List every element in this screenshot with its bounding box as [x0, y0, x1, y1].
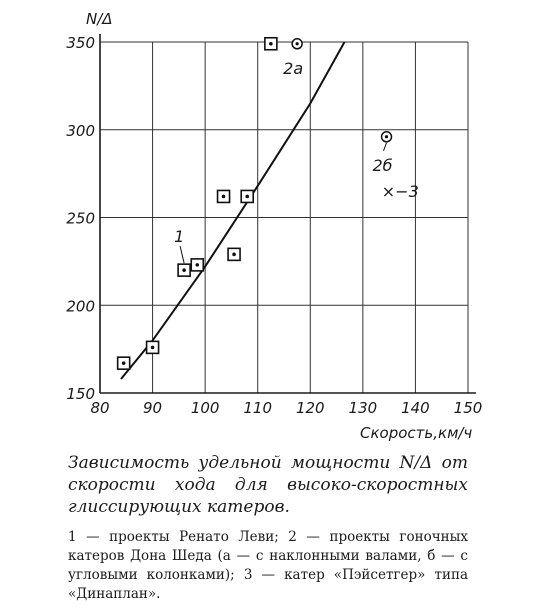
x-tick-label: 80: [90, 399, 110, 417]
point-label: 1: [174, 227, 185, 247]
data-point-dot: [385, 135, 388, 138]
x-tick-label: 100: [190, 399, 220, 417]
point-label-leader: [384, 143, 387, 151]
y-tick-label: 150: [66, 385, 95, 403]
x-axis-label: Скорость,км/ч: [360, 424, 473, 442]
x-tick-label: 150: [453, 399, 483, 417]
data-point-dot: [122, 361, 126, 365]
data-point-dot: [245, 195, 249, 199]
grid: [100, 42, 468, 393]
data-point-dot: [222, 195, 226, 199]
trend-curve: [121, 42, 345, 379]
figure-legend: 1 — проекты Ренато Леви; 2 — проекты гоночных катеров Дона Шеда (а — с наклонными валами, б — с угловыми колонками); 3 — катер «Пэйсетгер» типа «Динаплан».: [68, 529, 468, 602]
x-tick-label: 140: [401, 399, 430, 417]
data-point-dot: [269, 42, 273, 46]
data-point-dot: [296, 42, 299, 45]
x-tick-label: 130: [348, 399, 378, 417]
data-point-dot: [182, 268, 186, 272]
data-point-dot: [151, 346, 155, 350]
data-points: [118, 38, 419, 369]
point-label-leader: [180, 246, 184, 263]
figure-caption: Зависимость удельной мощности N/Δ от скорости хода для высоко-скоростных глиссирующих катеров.: [68, 453, 468, 517]
point-label: 2б: [372, 155, 393, 175]
data-point-dot: [195, 263, 199, 267]
point-label: 2а: [283, 58, 304, 78]
y-tick-label: 200: [66, 297, 95, 316]
x-tick-label: 110: [243, 399, 273, 417]
axes: [100, 34, 476, 393]
y-tick-label: 300: [66, 121, 95, 140]
x-tick-label: 120: [295, 399, 325, 417]
x-tick-label: 90: [143, 399, 163, 417]
data-point-dot: [232, 253, 236, 257]
y-axis-label: N/Δ: [86, 10, 113, 28]
point-label: ×−3: [381, 182, 419, 202]
y-tick-label: 250: [66, 209, 95, 228]
trend-line: [121, 42, 345, 379]
y-tick-label: 350: [66, 34, 95, 52]
